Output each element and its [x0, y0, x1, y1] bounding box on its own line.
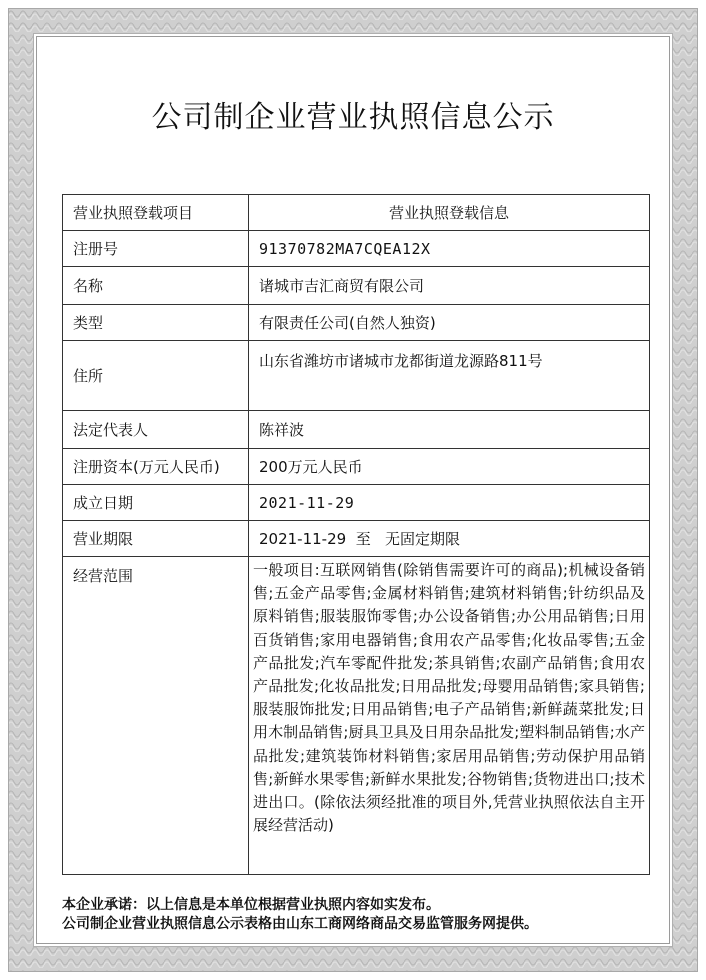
- commitment-note: 本企业承诺：以上信息是本单位根据营业执照内容如实发布。: [62, 897, 440, 913]
- registered-capital: 200万元人民币: [249, 449, 650, 485]
- legal-representative: 陈祥波: [249, 411, 650, 449]
- row-label: 营业期限: [63, 521, 249, 557]
- row-label: 注册号: [63, 231, 249, 267]
- row-label: 名称: [63, 267, 249, 305]
- footer-notes: [62, 896, 662, 934]
- table-row: [63, 485, 650, 521]
- address: 山东省潍坊市诸城市龙都街道龙源路811号: [249, 341, 650, 411]
- table-row: [63, 557, 650, 875]
- company-name: 诸城市吉汇商贸有限公司: [249, 267, 650, 305]
- row-label: 经营范围: [63, 557, 249, 875]
- establishment-date: 2021-11-29: [249, 485, 650, 521]
- row-label: 住所: [63, 341, 249, 411]
- license-info-table: [62, 194, 650, 875]
- row-label: 注册资本(万元人民币): [63, 449, 249, 485]
- table-header-row: [63, 195, 650, 231]
- table-row: [63, 411, 650, 449]
- provider-note: 公司制企业营业执照信息公示表格由山东工商网络商品交易监管服务网提供。: [62, 916, 538, 932]
- table-row: [63, 521, 650, 557]
- table-row: [63, 305, 650, 341]
- table-row: [63, 449, 650, 485]
- table-row: [63, 231, 650, 267]
- header-item: 营业执照登载项目: [63, 195, 249, 231]
- company-type: 有限责任公司(自然人独资): [249, 305, 650, 341]
- row-label: 类型: [63, 305, 249, 341]
- header-info: 营业执照登载信息: [249, 195, 650, 231]
- table-row: [63, 341, 650, 411]
- business-scope: 一般项目:互联网销售(除销售需要许可的商品);机械设备销售;五金产品零售;金属材料销售;建筑材料销售;针纺织品及原料销售;服装服饰零售;办公设备销售;办公用品销售;日用百货销售;家用电器销售;食用农产品零售;化妆品零售;五金产品批发;汽车零配件批发;茶具销售;农副产品销售;食用农产品批发;化妆品批发;日用品批发;母婴用品销售;家具销售;服装服饰批发;日用品销售;电子产品销售;新鲜蔬菜批发;日用木制品销售;厨具卫具及日用杂品批发;塑料制品销售;水产品批发;建筑装饰材料销售;家居用品销售;劳动保护用品销售;新鲜水果零售;新鲜水果批发;谷物销售;货物进出口;技术进出口。(除依法须经批准的项目外,凭营业执照依法自主开展经营活动): [249, 557, 650, 875]
- row-label: 成立日期: [63, 485, 249, 521]
- table-row: [63, 267, 650, 305]
- row-label: 法定代表人: [63, 411, 249, 449]
- business-term: 2021-11-29 至 无固定期限: [249, 521, 650, 557]
- registration-number: 91370782MA7CQEA12X: [249, 231, 650, 267]
- page-title: 公司制企业营业执照信息公示: [151, 100, 555, 135]
